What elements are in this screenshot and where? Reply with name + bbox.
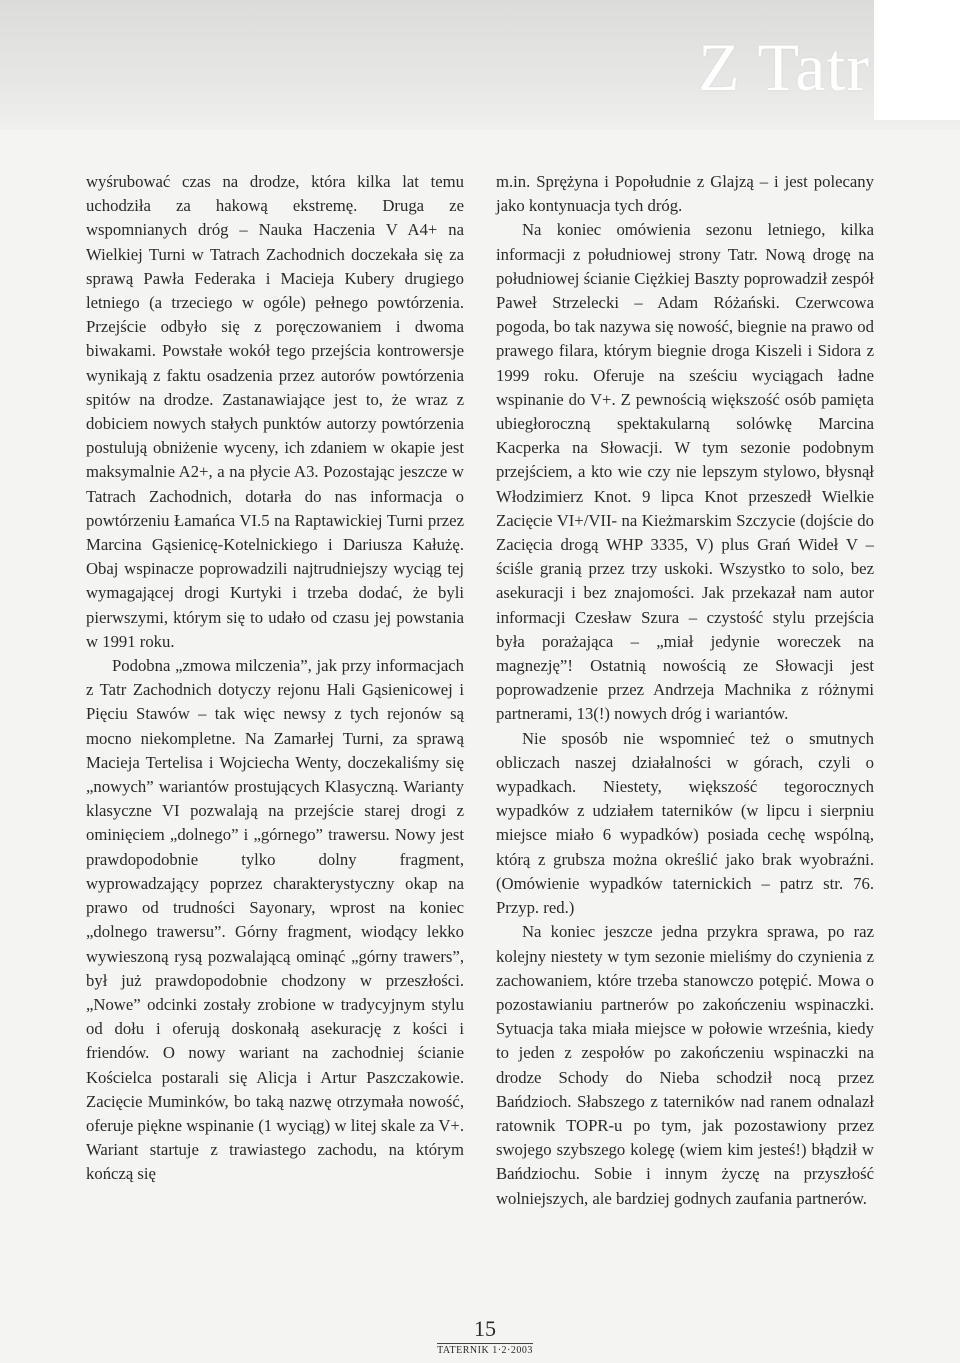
left-column bbox=[86, 170, 464, 1187]
paragraph: Podobna „zmowa milczenia”, jak przy informacjach z Tatr Zachodnich dotyczy rejonu Hali Gąsienicowej i Pięciu Stawów – tak więc newsy z tych rejonów są mocno niekompletne. Na Zamarłej Turni, za sprawą Macieja Tertelisa i Wojciecha Wenty, doczekaliśmy się „nowych” wariantów prostujących Klasyczną. Warianty klasyczne VI pozwalają na przejście starej drogi z ominięciem „dolnego” i „górnego” trawersu. Nowy jest prawdopodobnie tylko dolny fragment, wyprowadzający poprzez charakterystyczny okap na prawo od trudności Sayonary, wprost na koniec „dolnego trawersu”. Górny fragment, wiodący lekko wywieszoną rysą pozwalającą ominąć „górny trawers”, był już prawdopodobnie chodzony w przeszłości. „Nowe” odcinki zostały zrobione w tradycyjnym stylu od dołu i oferują doskonałą asekurację z kości i friendów. O nowy wariant na zachodniej ścianie Kościelca postarali się Alicja i Artur Paszczakowie. Zacięcie Muminków, bo taką nazwę otrzymała nowość, oferuje piękne wspinanie (1 wyciąg) w litej skale za V+. Wariant startuje z trawiastego zachodu, na którym kończą się bbox=[86, 656, 464, 1184]
paragraph: Na koniec jeszcze jedna przykra sprawa, po raz kolejny niestety w tym sezonie mieliśmy do czynienia z zachowaniem, które trzeba stanowczo potępić. Mowa o pozostawianiu partnerów po zakończeniu wspinaczki. Sytuacja taka miała miejsce w połowie września, kiedy to jeden z zespołów po zakończeniu wspinaczki na drodze Schody do Nieba schodził nocą przez Bańdzioch. Słabszego z taterników nad ranem odnalazł ratownik TOPR-u po tym, jak pozostawiony przez swojego szybszego kolegę (wiem kim jesteś!) błądził w Bańdziochu. Sobie i innym życzę na przyszłość wolniejszych, ale bardziej godnych zaufania partnerów. bbox=[496, 922, 874, 1208]
right-column bbox=[496, 170, 874, 1211]
header-block bbox=[874, 0, 960, 120]
paragraph: m.in. Sprężyna i Popołudnie z Glajzą – i jest polecany jako kontynuacja tych dróg. bbox=[496, 172, 874, 216]
section-title: Z Tatr bbox=[698, 29, 870, 105]
paragraph: wyśrubować czas na drodze, która kilka lat temu uchodziła za hakową ekstremę. Druga ze wspomnianych dróg – Nauka Haczenia V A4+ na Wielkiej Turni w Tatrach Zachodnich doczekała się za sprawą Pawła Federaka i Macieja Kubery drugiego letniego (a trzeciego w ogóle) pełnego powtórzenia. Przejście odbyło się z poręczowaniem i dwoma biwakami. Powstałe wokół tego przejścia kontrowersje wynikają z faktu osadzenia przez autorów powtórzenia spitów na drodze. Zastanawiające jest to, że wraz z dobiciem nowych stałych punktów autorzy powtórzenia postulują obniżenie wyceny, ich zdaniem w okapie jest maksymalnie A2+, a na płycie A3. Pozostając jeszcze w Tatrach Zachodnich, dotarła do nas informacja o powtórzeniu Łamańca VI.5 na Raptawickiej Turni przez Marcina Gąsienicę-Kotelnickiego i Dariusza Kałużę. Obaj wspinacze poprowadzili najtrudniejszy wyciąg tej wymagającej drogi Kurtyki i trzeba dodać, że byli pierwszymi, którym się to udało od czasu jej powstania w 1991 roku. bbox=[86, 172, 464, 651]
page-number: 15 bbox=[474, 1316, 496, 1341]
paragraph: Nie sposób nie wspomnieć też o smutnych obliczach naszej działalności w górach, czyli o wypadkach. Niestety, większość tegorocznych wypadków z udziałem taterników (w lipcu i sierpniu miejsce miało 6 wypadków) posiada cechę wspólną, którą z grubsza można określić jako brak wyobraźni. (Omówienie wypadków taternickich – patrz str. 76. Przyp. red.) bbox=[496, 728, 874, 918]
magazine-issue: TATERNIK 1·2·2003 bbox=[437, 1345, 533, 1356]
page-footer bbox=[420, 1318, 550, 1358]
paragraph: Na koniec omówienia sezonu letniego, kilka informacji z południowej strony Tatr. Nową drogę na południowej ścianie Ciężkiej Baszty poprowadził zespół Paweł Strzelecki – Adam Różański. Czerwcowa pogoda, bo tak nazywa się nowość, biegnie na prawo od prawego filara, którym biegnie droga Kiszeli i Sidora z 1999 roku. Oferuje na sześciu wyciągach ładne wspinanie do V+. Z pewnością większość osób pamięta ubiegłoroczną spektakularną solówkę Marcina Kacperka na Słowacji. W tym sezonie podobnym przejściem, a kto wie czy nie lepszym stylowo, błysnął Włodzimierz Knot. 9 lipca Knot przeszedł Wielkie Zacięcie VI+/VII- na Kieżmarskim Szczycie (dojście do Zacięcia drogą WHP 3335, V) plus Grań Wideł V – ściśle granią przez trzy uskoki. Wszystko to solo, bez asekuracji i bez znajomości. Jak przekazał nam autor informacji Czesław Szura – czystość stylu przejścia była porażająca – „miał jedynie woreczek na magnezję”! Ostatnią nowością ze Słowacji jest poprowadzenie przez Andrzeja Machnika z różnymi partnerami, 13(!) nowych dróg i wariantów. bbox=[496, 220, 874, 724]
